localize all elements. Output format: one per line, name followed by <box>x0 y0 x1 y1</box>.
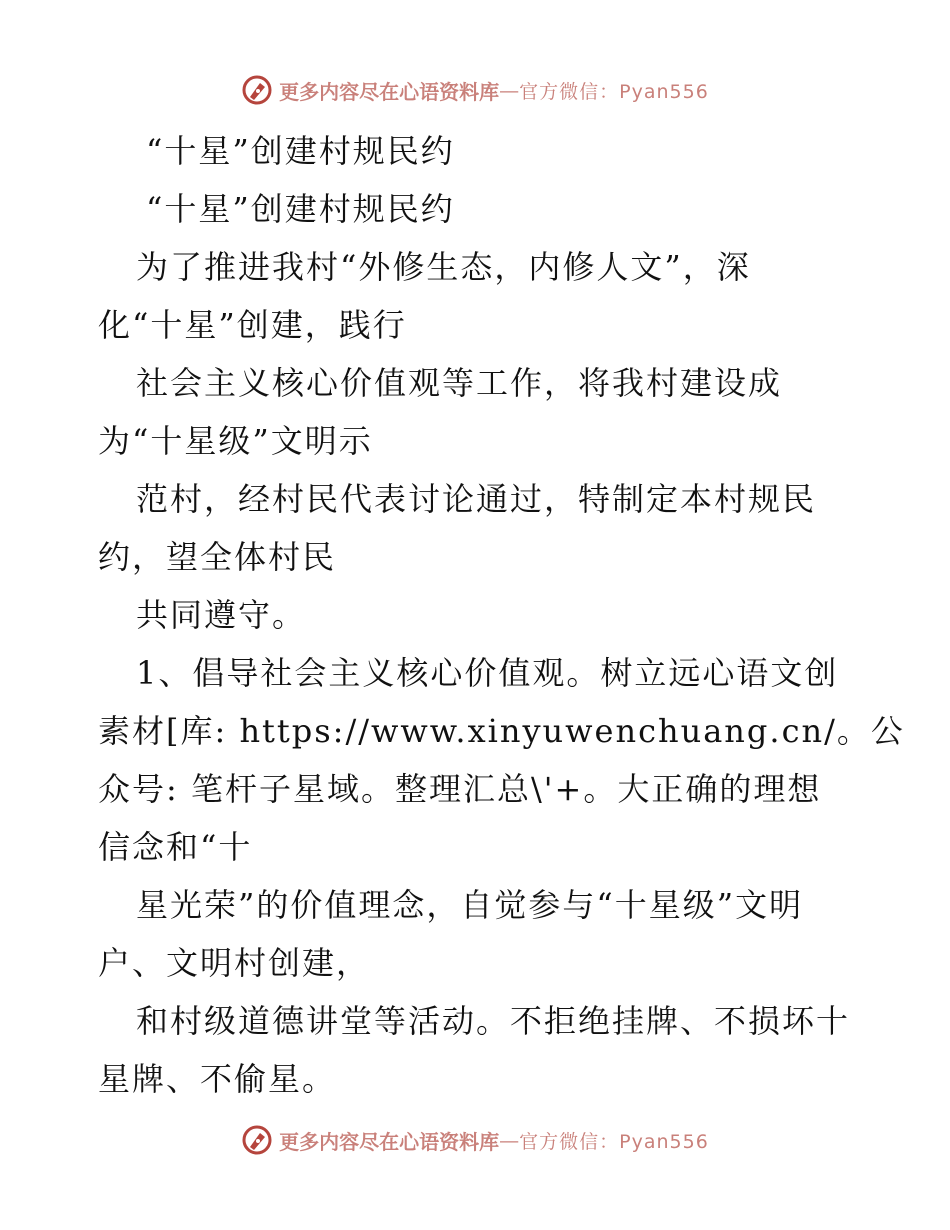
paragraph-line: 约，望全体村民 <box>98 538 337 576</box>
banner-separator: — <box>499 1128 520 1152</box>
banner-title: 更多内容尽在心语资料库 <box>279 79 500 104</box>
banner-wechat: 官方微信：Pyan556 <box>519 1130 709 1153</box>
paragraph-line: 为了推进我村“外修生态，内修人文”，深 <box>136 248 751 286</box>
document-subtitle: “十星”创建村规民约 <box>146 190 455 228</box>
pen-nib-logo-icon <box>241 74 273 106</box>
banner-title: 更多内容尽在心语资料库 <box>279 1129 500 1154</box>
paragraph-line: 众号: 笔杆子星域。整理汇总\'+。大正确的理想 <box>98 770 822 808</box>
paragraph-line: 信念和“十 <box>98 828 253 866</box>
footer-banner <box>0 1120 950 1160</box>
paragraph-line: 素材[库: https://www.xinyuwenchuang.cn/。公 <box>98 712 905 750</box>
pen-nib-logo-icon <box>241 1124 273 1156</box>
paragraph-line: 共同遵守。 <box>136 596 307 634</box>
banner-wechat: 官方微信：Pyan556 <box>519 80 709 103</box>
paragraph-line: 为“十星级”文明示 <box>98 422 373 460</box>
banner-separator: — <box>499 78 520 102</box>
paragraph-line: 范村，经村民代表讨论通过，特制定本村规民 <box>136 480 817 518</box>
header-banner <box>0 70 950 110</box>
document-title: “十星”创建村规民约 <box>146 132 455 170</box>
paragraph-line: 户、文明村创建， <box>98 944 371 982</box>
paragraph-line: 星光荣”的价值理念，自觉参与“十星级”文明 <box>136 886 804 924</box>
paragraph-line: 社会主义核心价值观等工作，将我村建设成 <box>136 364 783 402</box>
paragraph-line: 星牌、不偷星。 <box>98 1060 337 1098</box>
paragraph-line: 和村级道德讲堂等活动。不拒绝挂牌、不损坏十 <box>136 1002 851 1040</box>
paragraph-line: 化“十星”创建，践行 <box>98 306 407 344</box>
document-body <box>98 122 905 1108</box>
paragraph-line: 1、倡导社会主义核心价值观。树立远心语文创 <box>136 654 839 692</box>
